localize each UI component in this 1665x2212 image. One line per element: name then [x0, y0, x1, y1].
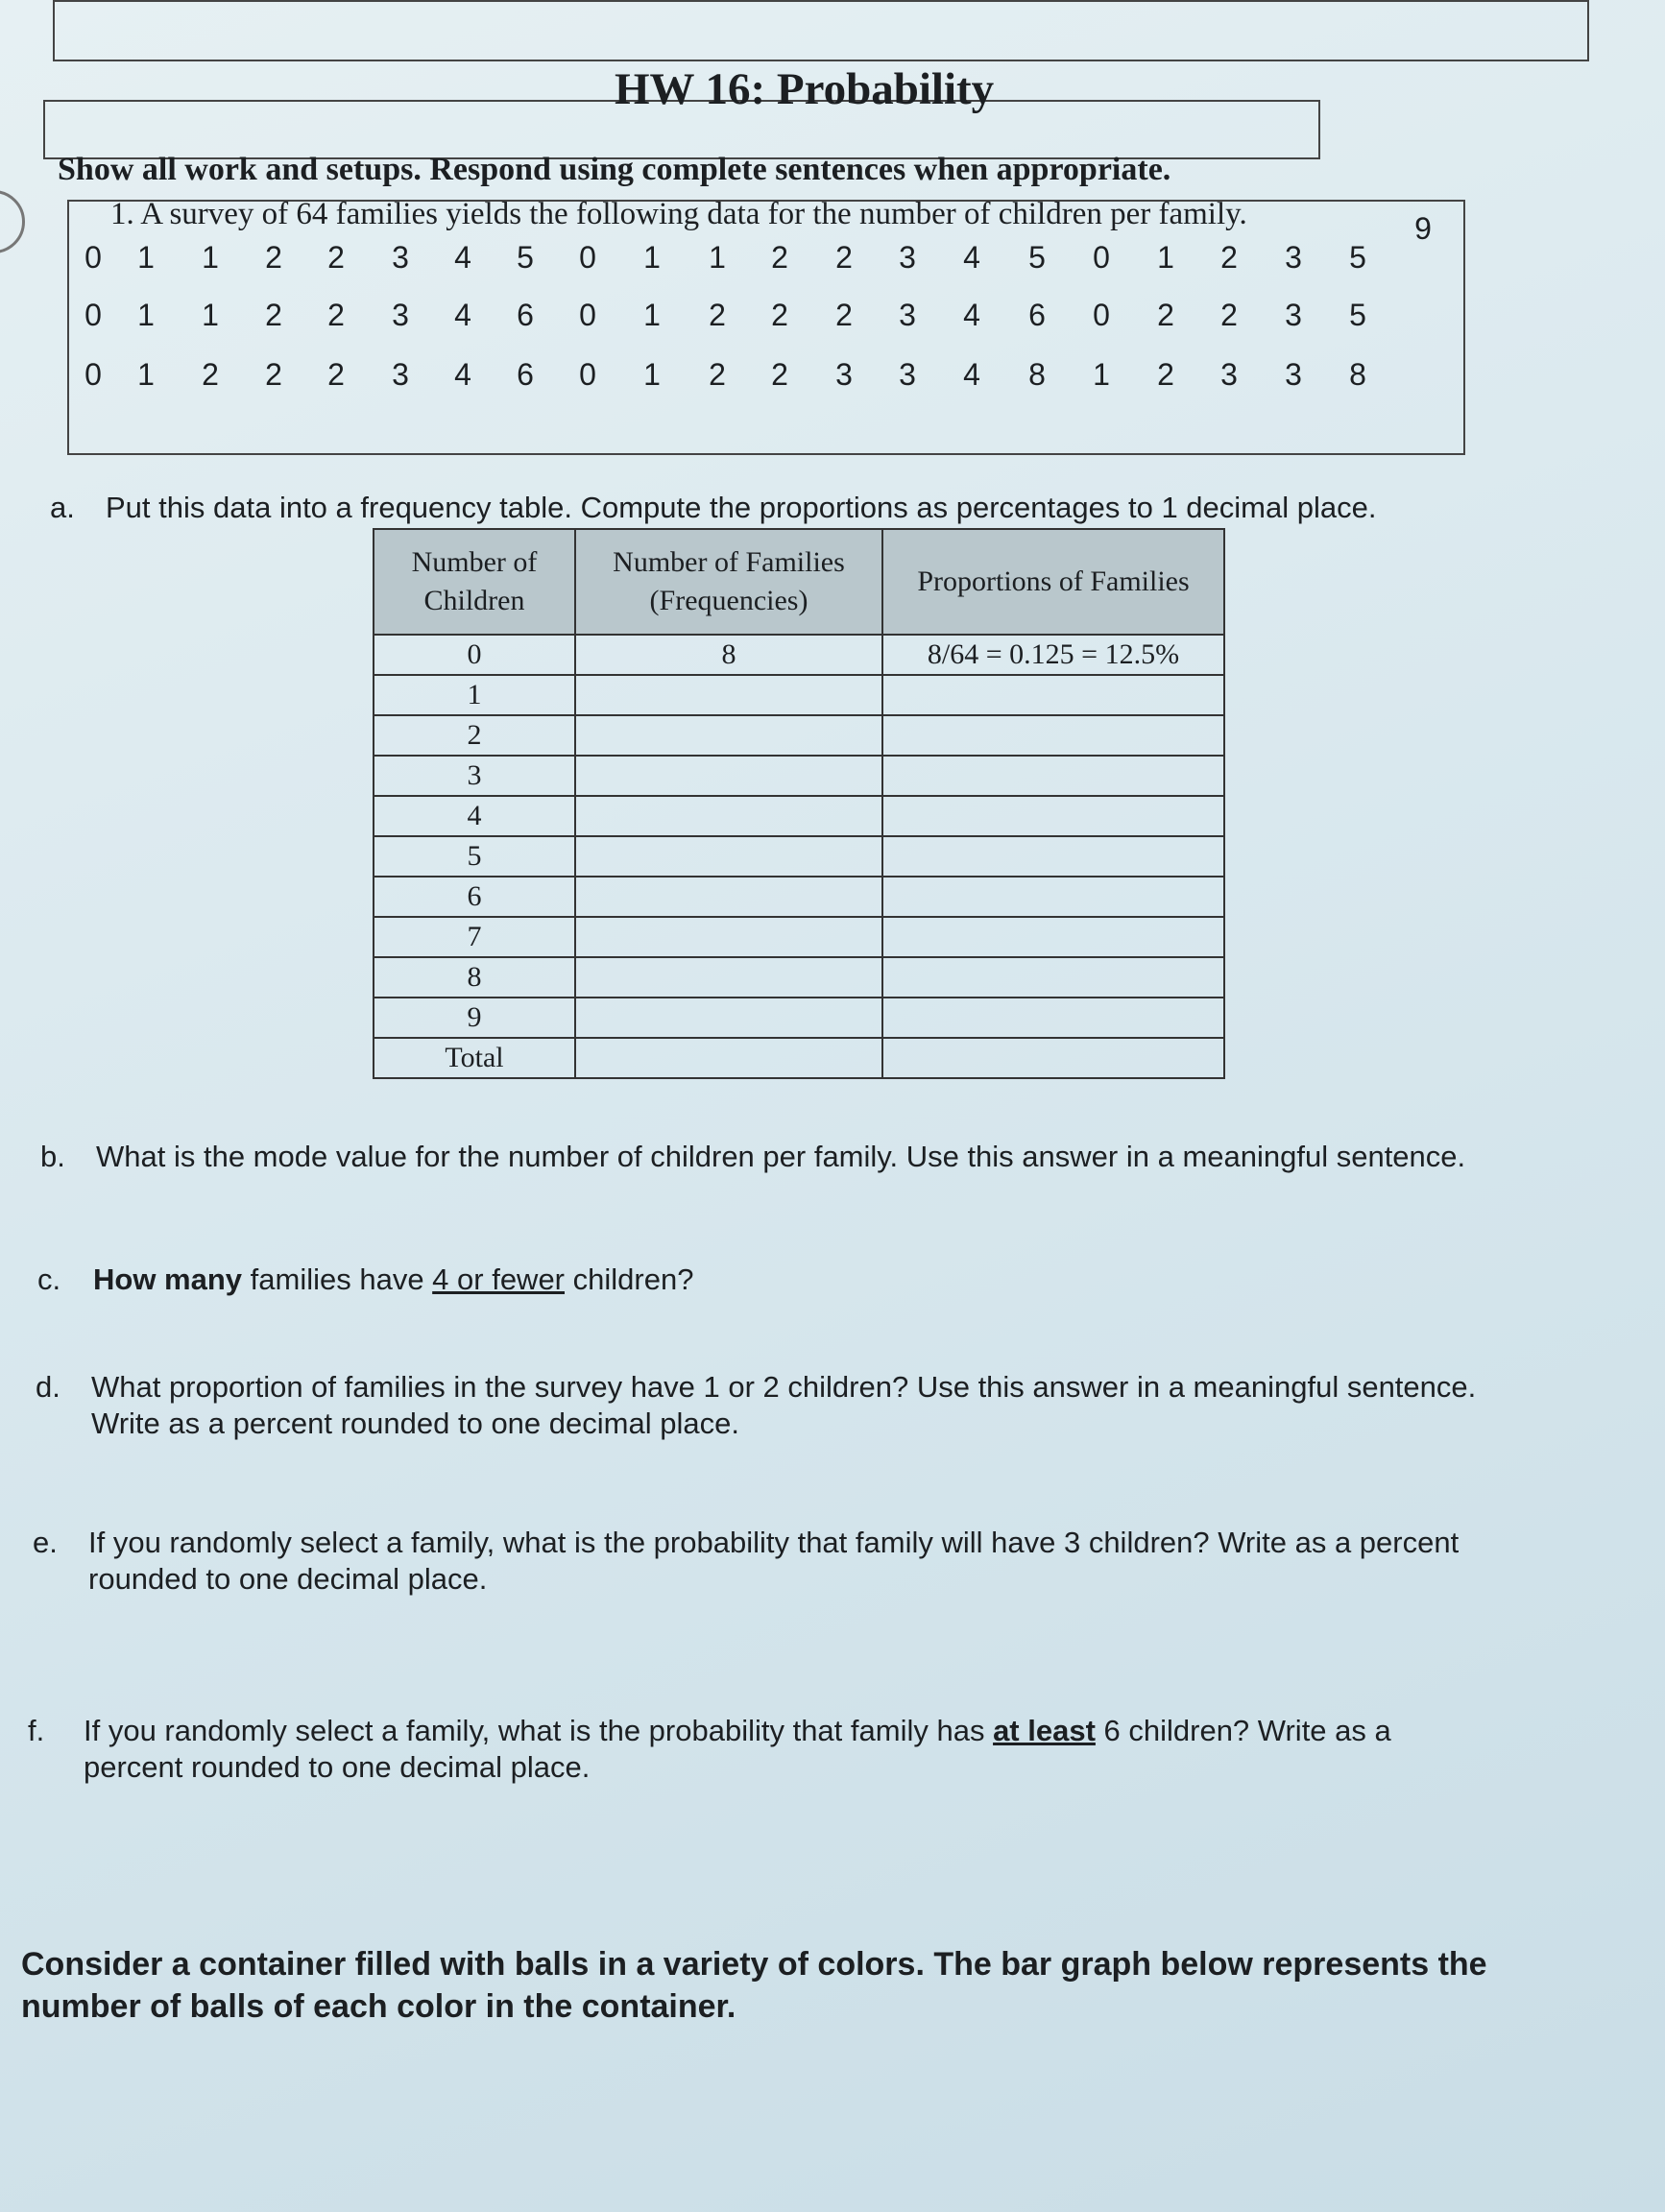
data-value: 3: [1285, 240, 1302, 275]
part-d-line2: Write as a percent rounded to one decimal place.: [91, 1407, 739, 1440]
children-cell: 8: [374, 957, 575, 998]
data-value: 2: [327, 298, 345, 332]
frequency-cell[interactable]: [575, 957, 882, 998]
part-c-bold-text: How many: [93, 1262, 243, 1296]
part-f-underlined-text: at least: [993, 1714, 1096, 1747]
frequency-cell[interactable]: [575, 715, 882, 756]
table-row: [374, 675, 1224, 715]
data-value: 6: [517, 298, 534, 332]
header-number-of-children: Number of Children: [374, 529, 575, 635]
table-row: [374, 635, 1224, 675]
part-c-underlined-text: 4 or fewer: [432, 1262, 566, 1296]
part-b-text: What is the mode value for the number of children per family. Use this answer in a meaningful sentence.: [96, 1140, 1466, 1173]
frequency-cell[interactable]: [575, 917, 882, 957]
data-value: 4: [454, 357, 471, 392]
proportion-cell[interactable]: [882, 836, 1224, 877]
data-value: 3: [899, 298, 916, 332]
table-header-row: [374, 529, 1224, 635]
data-value: 2: [265, 357, 282, 392]
proportion-cell[interactable]: [882, 957, 1224, 998]
instructions: Show all work and setups. Respond using complete sentences when appropriate.: [58, 152, 1171, 187]
data-value: 2: [1157, 357, 1174, 392]
data-value: 2: [327, 240, 345, 275]
proportion-cell[interactable]: [882, 796, 1224, 836]
frequency-table: [373, 528, 1225, 1079]
data-value: 2: [771, 240, 788, 275]
proportion-total-cell[interactable]: [882, 1038, 1224, 1078]
part-f-line1-end: 6 children? Write as a: [1095, 1714, 1391, 1747]
part-a-text: Put this data into a frequency table. Compute the proportions as percentages to 1 decimal place.: [106, 491, 1377, 524]
data-value: 2: [771, 357, 788, 392]
children-cell: 5: [374, 836, 575, 877]
binder-hole: [0, 190, 25, 253]
data-value: 0: [84, 298, 102, 332]
part-c-text: families have: [242, 1262, 433, 1296]
data-value: 2: [709, 357, 726, 392]
data-value: 3: [1285, 357, 1302, 392]
data-value: 2: [771, 298, 788, 332]
data-value: 2: [1220, 240, 1238, 275]
data-value: 4: [963, 298, 980, 332]
part-f: [28, 1713, 1391, 1786]
children-cell: 1: [374, 675, 575, 715]
total-label-cell: Total: [374, 1038, 575, 1078]
survey-data-box: [67, 200, 1465, 455]
data-value: 5: [517, 240, 534, 275]
part-a-label: a.: [50, 491, 75, 524]
table-row: [374, 998, 1224, 1038]
part-e-label: e.: [33, 1526, 58, 1559]
data-value: 0: [84, 240, 102, 275]
frequency-cell[interactable]: [575, 796, 882, 836]
data-value: 1: [643, 240, 661, 275]
data-value: 2: [265, 240, 282, 275]
data-row: [69, 357, 1467, 415]
table-row: [374, 957, 1224, 998]
part-c-text-end: children?: [565, 1262, 694, 1296]
part-a: [50, 490, 1377, 526]
top-border-strip: [53, 0, 1589, 61]
data-value: 1: [137, 357, 155, 392]
part-f-line1-start: If you randomly select a family, what is the probability that family has: [84, 1714, 994, 1747]
table-row: [374, 877, 1224, 917]
header-proportions: Proportions of Families: [882, 529, 1224, 635]
frequency-cell[interactable]: [575, 675, 882, 715]
children-cell: 4: [374, 796, 575, 836]
data-value: 1: [137, 240, 155, 275]
children-cell: 7: [374, 917, 575, 957]
data-value: 2: [835, 298, 853, 332]
data-value: 0: [579, 240, 596, 275]
part-e-line2: rounded to one decimal place.: [88, 1562, 488, 1596]
data-value: 2: [265, 298, 282, 332]
data-value: 3: [392, 298, 409, 332]
data-value: 6: [1028, 298, 1046, 332]
data-value: 2: [1220, 298, 1238, 332]
data-value: 4: [963, 240, 980, 275]
data-value: 1: [202, 240, 219, 275]
data-value: 9: [1414, 211, 1432, 246]
page-title: HW 16: Probability: [615, 64, 995, 114]
data-value: 3: [392, 240, 409, 275]
table-row: [374, 715, 1224, 756]
children-cell: 3: [374, 756, 575, 796]
part-c: [37, 1262, 694, 1298]
proportion-cell[interactable]: [882, 877, 1224, 917]
data-value: 2: [202, 357, 219, 392]
data-value: 0: [84, 357, 102, 392]
children-cell: 2: [374, 715, 575, 756]
part-f-line2: percent rounded to one decimal place.: [84, 1750, 591, 1784]
data-value: 3: [1220, 357, 1238, 392]
closing-paragraph: Consider a container filled with balls in a variety of colors. The bar graph below represents the number of balls of each color in the container.: [21, 1946, 1487, 2025]
data-value: 1: [643, 298, 661, 332]
data-value: 1: [709, 240, 726, 275]
data-value: 6: [517, 357, 534, 392]
data-row: [69, 298, 1467, 355]
data-value: 3: [1285, 298, 1302, 332]
data-value: 1: [1093, 357, 1110, 392]
question-1-label: 1.: [110, 197, 134, 231]
data-value: 4: [454, 298, 471, 332]
frequency-cell[interactable]: [575, 998, 882, 1038]
header-number-of-families: Number of Families (Frequencies): [575, 529, 882, 635]
data-value: 0: [1093, 240, 1110, 275]
data-value: 8: [1028, 357, 1046, 392]
data-value: 3: [899, 357, 916, 392]
frequency-total-cell[interactable]: [575, 1038, 882, 1078]
data-value: 2: [709, 298, 726, 332]
data-value: 3: [835, 357, 853, 392]
part-f-label: f.: [28, 1714, 45, 1747]
data-value: 2: [1157, 298, 1174, 332]
proportion-cell[interactable]: [882, 675, 1224, 715]
frequency-cell[interactable]: [575, 836, 882, 877]
question-1-text: A survey of 64 families yields the following data for the number of children per family.: [140, 197, 1247, 231]
data-value: 2: [835, 240, 853, 275]
data-value: 0: [579, 298, 596, 332]
proportion-cell[interactable]: 8/64 = 0.125 = 12.5%: [882, 635, 1224, 675]
part-e-line1: If you randomly select a family, what is the probability that family will have 3 children? Write as a percent: [88, 1526, 1460, 1559]
table-row: [374, 756, 1224, 796]
data-value: 1: [643, 357, 661, 392]
children-cell: 9: [374, 998, 575, 1038]
frequency-cell[interactable]: [575, 877, 882, 917]
children-cell: 0: [374, 635, 575, 675]
data-value: 1: [137, 298, 155, 332]
table-row: [374, 796, 1224, 836]
part-d-label: d.: [36, 1370, 60, 1404]
data-value: 0: [1093, 298, 1110, 332]
proportion-cell[interactable]: [882, 917, 1224, 957]
proportion-cell[interactable]: [882, 715, 1224, 756]
data-value: 8: [1349, 357, 1366, 392]
part-d-line1: What proportion of families in the survey have 1 or 2 children? Use this answer in a meaningful sentence.: [91, 1370, 1477, 1404]
table-row: [374, 836, 1224, 877]
table-total-row: [374, 1038, 1224, 1078]
part-e: [33, 1525, 1460, 1598]
proportion-cell[interactable]: [882, 756, 1224, 796]
data-value: 1: [202, 298, 219, 332]
data-value: 3: [392, 357, 409, 392]
data-value: 5: [1349, 298, 1366, 332]
children-cell: 6: [374, 877, 575, 917]
part-c-label: c.: [37, 1262, 61, 1296]
data-value: 5: [1028, 240, 1046, 275]
data-value: 2: [327, 357, 345, 392]
part-d: [36, 1369, 1477, 1442]
frequency-cell[interactable]: 8: [575, 635, 882, 675]
data-value: 1: [1157, 240, 1174, 275]
data-value: 5: [1349, 240, 1366, 275]
data-value: 4: [454, 240, 471, 275]
part-b-label: b.: [40, 1140, 65, 1173]
part-b: [40, 1139, 1466, 1175]
proportion-cell[interactable]: [882, 998, 1224, 1038]
data-value: 3: [899, 240, 916, 275]
data-value: 4: [963, 357, 980, 392]
data-value: 0: [579, 357, 596, 392]
frequency-cell[interactable]: [575, 756, 882, 796]
table-row: [374, 917, 1224, 957]
